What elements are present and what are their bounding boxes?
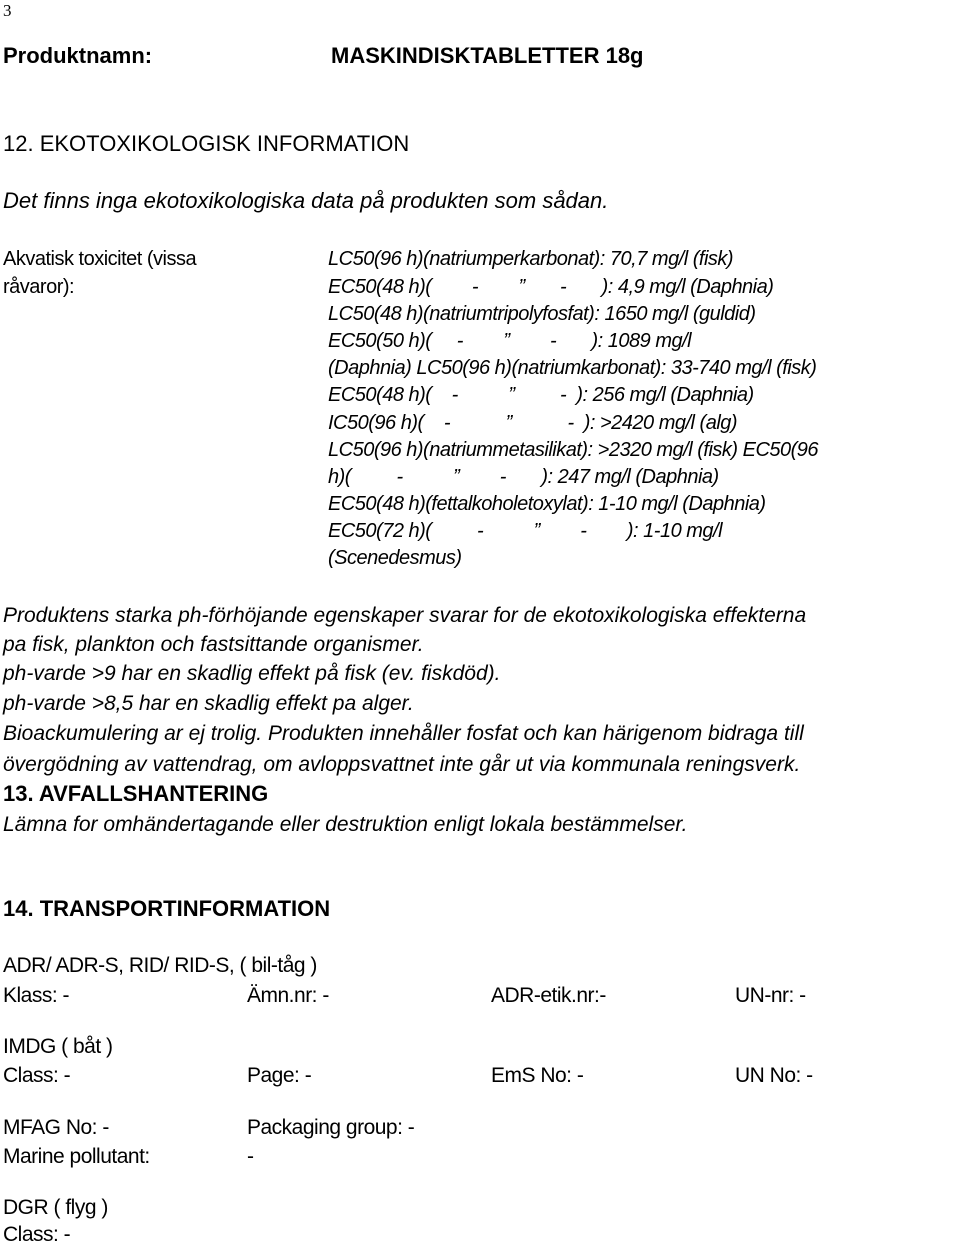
- marine-pollutant-value: -: [247, 1145, 254, 1168]
- toxicity-line: (Scenedesmus): [328, 547, 462, 569]
- toxicity-line: LC50(48 h)(natriumtripolyfosfat): 1650 mg/l (guldid): [328, 303, 756, 325]
- adr-title: ADR/ ADR-S, RID/ RID-S, ( bil-tåg ): [3, 954, 317, 977]
- imdg-un-no: UN No: -: [735, 1064, 813, 1087]
- toxicity-line: EC50(72 h)( - ” - ): 1-10 mg/l: [328, 520, 723, 542]
- ecotox-paragraph-line: ph-varde >9 har en skadlig effekt på fisk (ev. fiskdöd).: [3, 662, 501, 685]
- product-name-label: Produktnamn:: [3, 43, 153, 68]
- ecotox-paragraph-line: övergödning av vattendrag, om avloppsvattnet inte går ut via kommunala reningsverk.: [3, 753, 801, 776]
- adr-amn-nr: Ämn.nr: -: [247, 984, 329, 1007]
- aquatic-label-line2: råvaror):: [3, 276, 75, 298]
- toxicity-line: EC50(48 h)( - ” - ): 4,9 mg/l (Daphnia): [328, 276, 774, 298]
- section12-intro: Det finns inga ekotoxikologiska data på produkten som sådan.: [3, 188, 609, 213]
- packaging-group: Packaging group: -: [247, 1116, 415, 1139]
- section12-heading: 12. EKOTOXIKOLOGISK INFORMATION: [3, 131, 410, 156]
- toxicity-line: LC50(96 h)(natriumperkarbonat): 70,7 mg/l (fisk): [328, 248, 734, 270]
- imdg-page: Page: -: [247, 1064, 312, 1087]
- ecotox-paragraph-line: Bioackumulering ar ej trolig. Produkten innehåller fosfat och kan härigenom bidraga till: [3, 722, 804, 745]
- aquatic-label-line1: Akvatisk toxicitet (vissa: [3, 248, 197, 270]
- section13-heading: 13. AVFALLSHANTERING: [3, 781, 269, 806]
- imdg-ems-no: EmS No: -: [491, 1064, 584, 1087]
- adr-etik-nr: ADR-etik.nr:-: [491, 984, 606, 1007]
- toxicity-line: EC50(50 h)( - ” - ): 1089 mg/l: [328, 330, 692, 352]
- mfag-no: MFAG No: -: [3, 1116, 109, 1139]
- ecotox-paragraph-line: ph-varde >8,5 har en skadlig effekt pa alger.: [3, 692, 414, 715]
- adr-un-nr: UN-nr: -: [735, 984, 806, 1007]
- page-number: 3: [3, 1, 12, 20]
- ecotox-paragraph-line: Produktens starka ph-förhöjande egenskaper svarar for de ekotoxikologiska effekterna: [3, 604, 807, 627]
- imdg-class: Class: -: [3, 1064, 71, 1087]
- toxicity-line: LC50(96 h)(natriummetasilikat): >2320 mg/l (fisk) EC50(96: [328, 439, 819, 461]
- ecotox-paragraph-line: pa fisk, plankton och fastsittande organismer.: [3, 633, 424, 656]
- marine-pollutant-label: Marine pollutant:: [3, 1145, 150, 1168]
- section13-text: Lämna for omhändertagande eller destruktion enligt lokala bestämmelser.: [3, 813, 688, 836]
- product-name-value: MASKINDISKTABLETTER 18g: [331, 43, 644, 68]
- toxicity-line: h)( - ” - ): 247 mg/l (Daphnia): [328, 466, 719, 488]
- section14-heading: 14. TRANSPORTINFORMATION: [3, 896, 331, 921]
- toxicity-line: EC50(48 h)(fettalkoholetoxylat): 1-10 mg/l (Daphnia): [328, 493, 766, 515]
- dgr-title: DGR ( flyg ): [3, 1196, 108, 1219]
- adr-klass: Klass: -: [3, 984, 70, 1007]
- toxicity-line: IC50(96 h)( - ” - ): >2420 mg/l (alg): [328, 412, 738, 434]
- dgr-class: Class: -: [3, 1223, 71, 1246]
- toxicity-line: (Daphnia) LC50(96 h)(natriumkarbonat): 33-740 mg/l (fisk): [328, 357, 817, 379]
- imdg-title: IMDG ( båt ): [3, 1035, 113, 1058]
- toxicity-line: EC50(48 h)( - ” - ): 256 mg/l (Daphnia): [328, 384, 754, 406]
